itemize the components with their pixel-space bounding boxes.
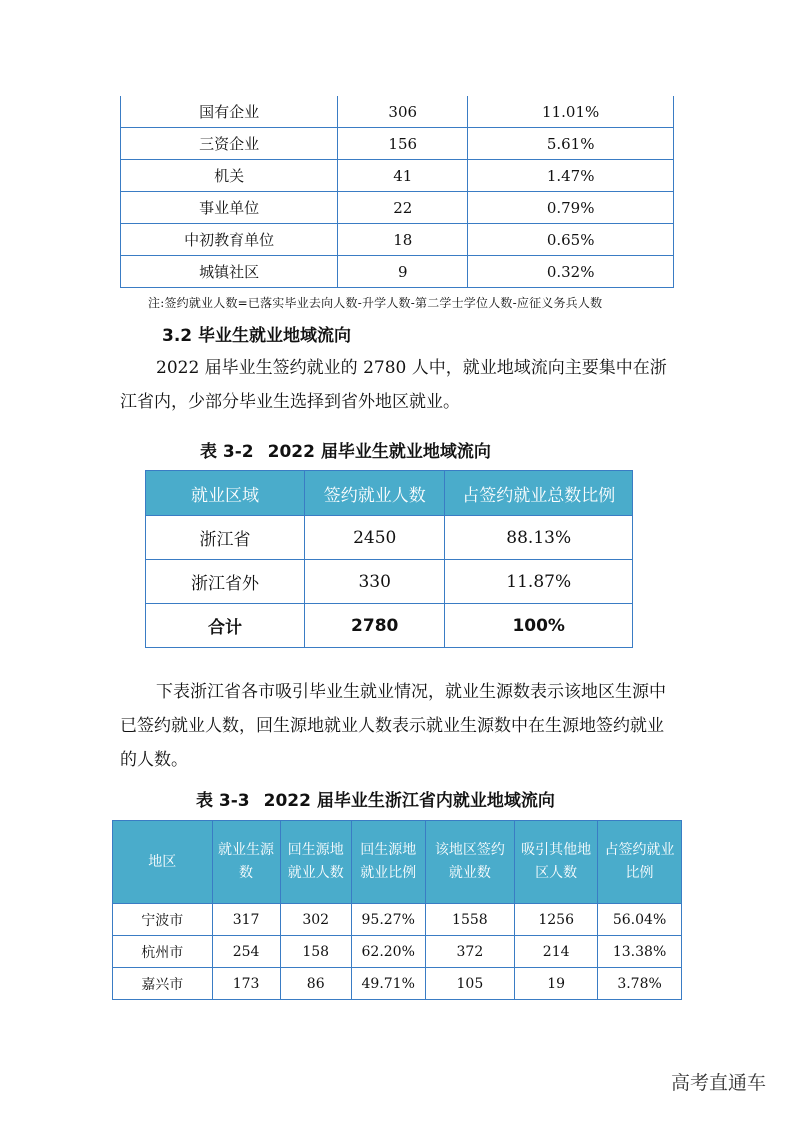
table-cell: 9 (338, 256, 468, 288)
table-cell: 49.71% (351, 968, 425, 1000)
table-cell: 浙江省 (146, 516, 305, 560)
body-paragraph: 下表浙江省各市吸引毕业生就业情况，就业生源数表示该地区生源中已签约就业人数，回生源地就业人数表示就业生源数中在生源地签约就业的人数。 (120, 682, 666, 770)
watermark: 高考直通车 (670, 1072, 766, 1094)
table-row (121, 224, 674, 256)
table-body (113, 904, 682, 1000)
table-row (146, 560, 633, 604)
column-header: 占签约就业总数比例 (445, 471, 633, 516)
table-total-row (146, 604, 633, 648)
column-header: 占签约就业比例 (598, 821, 682, 904)
table-cell: 机关 (121, 160, 338, 192)
table-cell: 95.27% (351, 904, 425, 936)
table-caption-title: 2022 届毕业生浙江省内就业地域流向 (263, 791, 555, 811)
table-cell: 0.32% (468, 256, 674, 288)
table-header-row (113, 821, 682, 904)
table-cell: 城镇社区 (121, 256, 338, 288)
table-cell: 18 (338, 224, 468, 256)
table-cell: 国有企业 (121, 96, 338, 128)
table-cell: 254 (212, 936, 280, 968)
table-row (121, 256, 674, 288)
table-cell: 41 (338, 160, 468, 192)
table-cell: 浙江省外 (146, 560, 305, 604)
table-caption (196, 786, 555, 811)
table-header (113, 821, 682, 904)
region-flow-table (145, 470, 633, 648)
table-caption-title: 2022 届毕业生就业地域流向 (267, 442, 491, 462)
section-heading: 3.2 毕业生就业地域流向 (162, 326, 352, 346)
table-cell: 0.79% (468, 192, 674, 224)
table-cell: 合计 (146, 604, 305, 648)
table-cell: 13.38% (598, 936, 682, 968)
table-cell: 214 (515, 936, 598, 968)
table-row (121, 96, 674, 128)
column-header: 回生源地就业人数 (280, 821, 351, 904)
table-cell: 158 (280, 936, 351, 968)
table-cell: 0.65% (468, 224, 674, 256)
table-cell: 330 (305, 560, 445, 604)
table-caption-number: 表 3-2 (200, 442, 254, 462)
table-cell: 62.20% (351, 936, 425, 968)
table-cell: 317 (212, 904, 280, 936)
column-header: 签约就业人数 (305, 471, 445, 516)
table-cell: 1.47% (468, 160, 674, 192)
table-cell: 11.87% (445, 560, 633, 604)
table-cell: 302 (280, 904, 351, 936)
table-row (113, 968, 682, 1000)
table-cell: 173 (212, 968, 280, 1000)
table-header (146, 471, 633, 516)
table-cell: 1256 (515, 904, 598, 936)
table-body (146, 516, 633, 648)
column-header: 回生源地就业比例 (351, 821, 425, 904)
enterprise-type-table-body (121, 96, 674, 288)
city-flow-table (112, 820, 682, 1000)
table-cell: 156 (338, 128, 468, 160)
table-cell: 372 (425, 936, 515, 968)
table-cell: 2450 (305, 516, 445, 560)
table-cell: 86 (280, 968, 351, 1000)
table-cell: 三资企业 (121, 128, 338, 160)
table-cell: 105 (425, 968, 515, 1000)
table-cell: 306 (338, 96, 468, 128)
table-cell: 中初教育单位 (121, 224, 338, 256)
table-row (113, 936, 682, 968)
table-row (121, 192, 674, 224)
table-caption-number: 表 3-3 (196, 791, 250, 811)
table-cell: 1558 (425, 904, 515, 936)
table-cell: 事业单位 (121, 192, 338, 224)
column-header: 地区 (113, 821, 213, 904)
table-note: 注:签约就业人数=已落实毕业去向人数-升学人数-第二学士学位人数-应征义务兵人数 (148, 296, 603, 310)
table-cell: 56.04% (598, 904, 682, 936)
column-header: 该地区签约就业数 (425, 821, 515, 904)
table-cell: 5.61% (468, 128, 674, 160)
table-header-row (146, 471, 633, 516)
table-cell: 11.01% (468, 96, 674, 128)
table-row (113, 904, 682, 936)
body-paragraph: 2022 届毕业生签约就业的 2780 人中，就业地域流向主要集中在浙江省内，少部分毕业生选择到省外地区就业。 (120, 358, 667, 412)
table-cell: 100% (445, 604, 633, 648)
table-cell: 2780 (305, 604, 445, 648)
table-row (121, 128, 674, 160)
column-header: 就业区域 (146, 471, 305, 516)
column-header: 就业生源数 (212, 821, 280, 904)
table-cell: 宁波市 (113, 904, 213, 936)
table-cell: 3.78% (598, 968, 682, 1000)
column-header: 吸引其他地区人数 (515, 821, 598, 904)
table-cell: 22 (338, 192, 468, 224)
table-cell: 杭州市 (113, 936, 213, 968)
table-caption (200, 437, 491, 462)
table-cell: 嘉兴市 (113, 968, 213, 1000)
table-cell: 19 (515, 968, 598, 1000)
table-row (146, 516, 633, 560)
table-row (121, 160, 674, 192)
table-cell: 88.13% (445, 516, 633, 560)
enterprise-type-table (120, 96, 674, 288)
